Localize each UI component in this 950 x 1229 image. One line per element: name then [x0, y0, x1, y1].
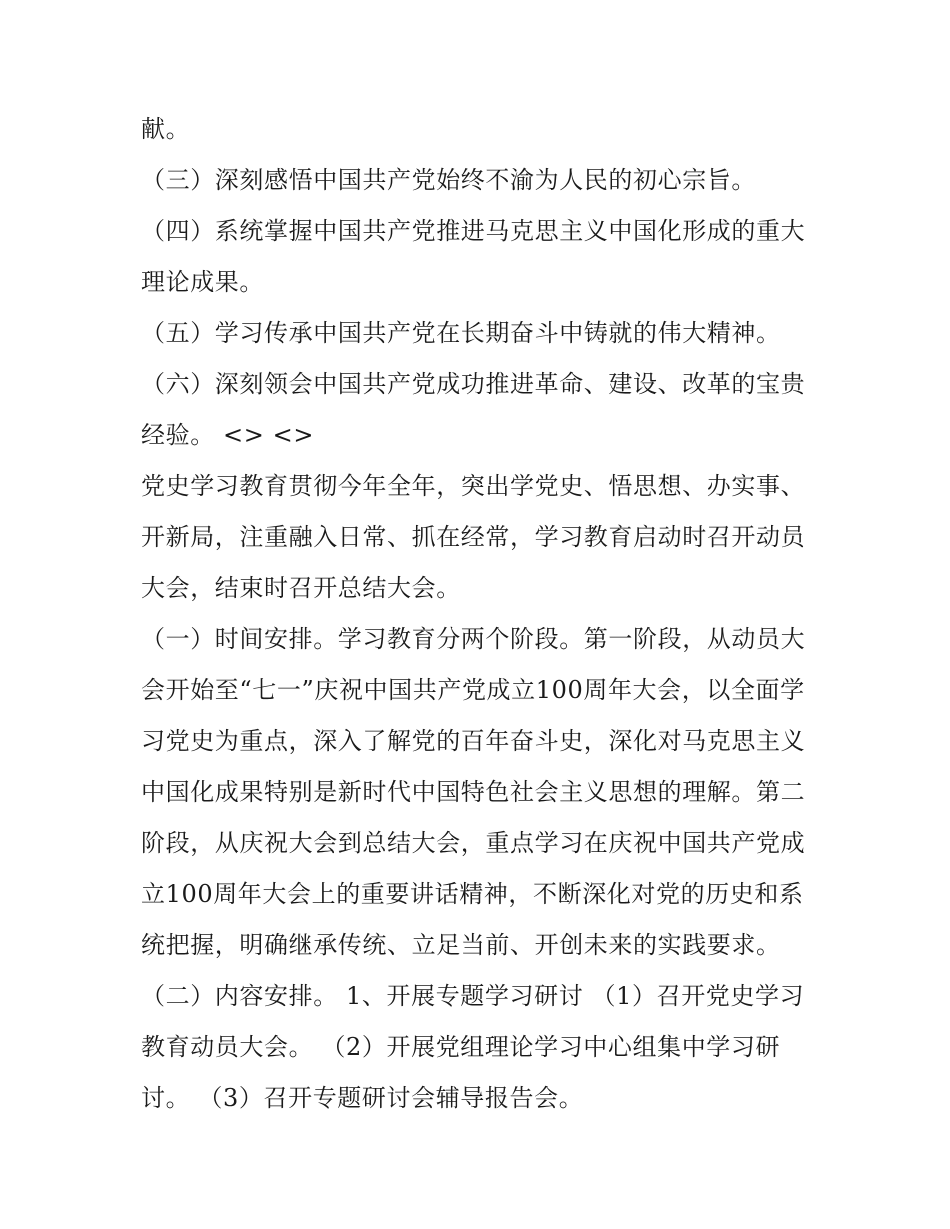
- text-line: 教育动员大会。 （2）开展党组理论学习中心组集中学习研: [141, 1033, 781, 1061]
- text-line: 统把握，明确继承传统、立足当前、开创未来的实践要求。: [141, 931, 781, 959]
- text-line: 习党史为重点，深入了解党的百年奋斗史，深化对马克思主义: [141, 727, 806, 755]
- text-line: 中国化成果特别是新时代中国特色社会主义思想的理解。第二: [141, 778, 806, 806]
- text-line: （二）内容安排。 1、开展专题学习研讨 （1）召开党史学习: [141, 982, 805, 1010]
- text-line: （五）学习传承中国共产党在长期奋斗中铸就的伟大精神。: [141, 319, 781, 347]
- text-line: （三）深刻感悟中国共产党始终不渝为人民的初心宗旨。: [141, 166, 756, 194]
- text-line: 经验。 <> <>: [141, 421, 315, 449]
- text-line: （一）时间安排。学习教育分两个阶段。第一阶段，从动员大: [141, 625, 806, 653]
- text-line: 会开始至“七一”庆祝中国共产党成立100周年大会，以全面学: [141, 676, 805, 704]
- text-line: 大会，结束时召开总结大会。: [141, 574, 461, 602]
- text-line: 开新局，注重融入日常、抓在经常，学习教育启动时召开动员: [141, 523, 806, 551]
- text-line: （四）系统掌握中国共产党推进马克思主义中国化形成的重大: [141, 217, 806, 245]
- text-line: 阶段，从庆祝大会到总结大会，重点学习在庆祝中国共产党成: [141, 829, 806, 857]
- text-line: 理论成果。: [141, 268, 264, 296]
- text-line: 党史学习教育贯彻今年全年，突出学党史、悟思想、办实事、: [141, 472, 806, 500]
- text-line: （六）深刻领会中国共产党成功推进革命、建设、改革的宝贵: [141, 370, 806, 398]
- text-line: 立100周年大会上的重要讲话精神，不断深化对党的历史和系: [141, 880, 804, 908]
- text-line: 献。: [141, 115, 191, 143]
- text-line: 讨。 （3）召开专题研讨会辅导报告会。: [141, 1084, 584, 1112]
